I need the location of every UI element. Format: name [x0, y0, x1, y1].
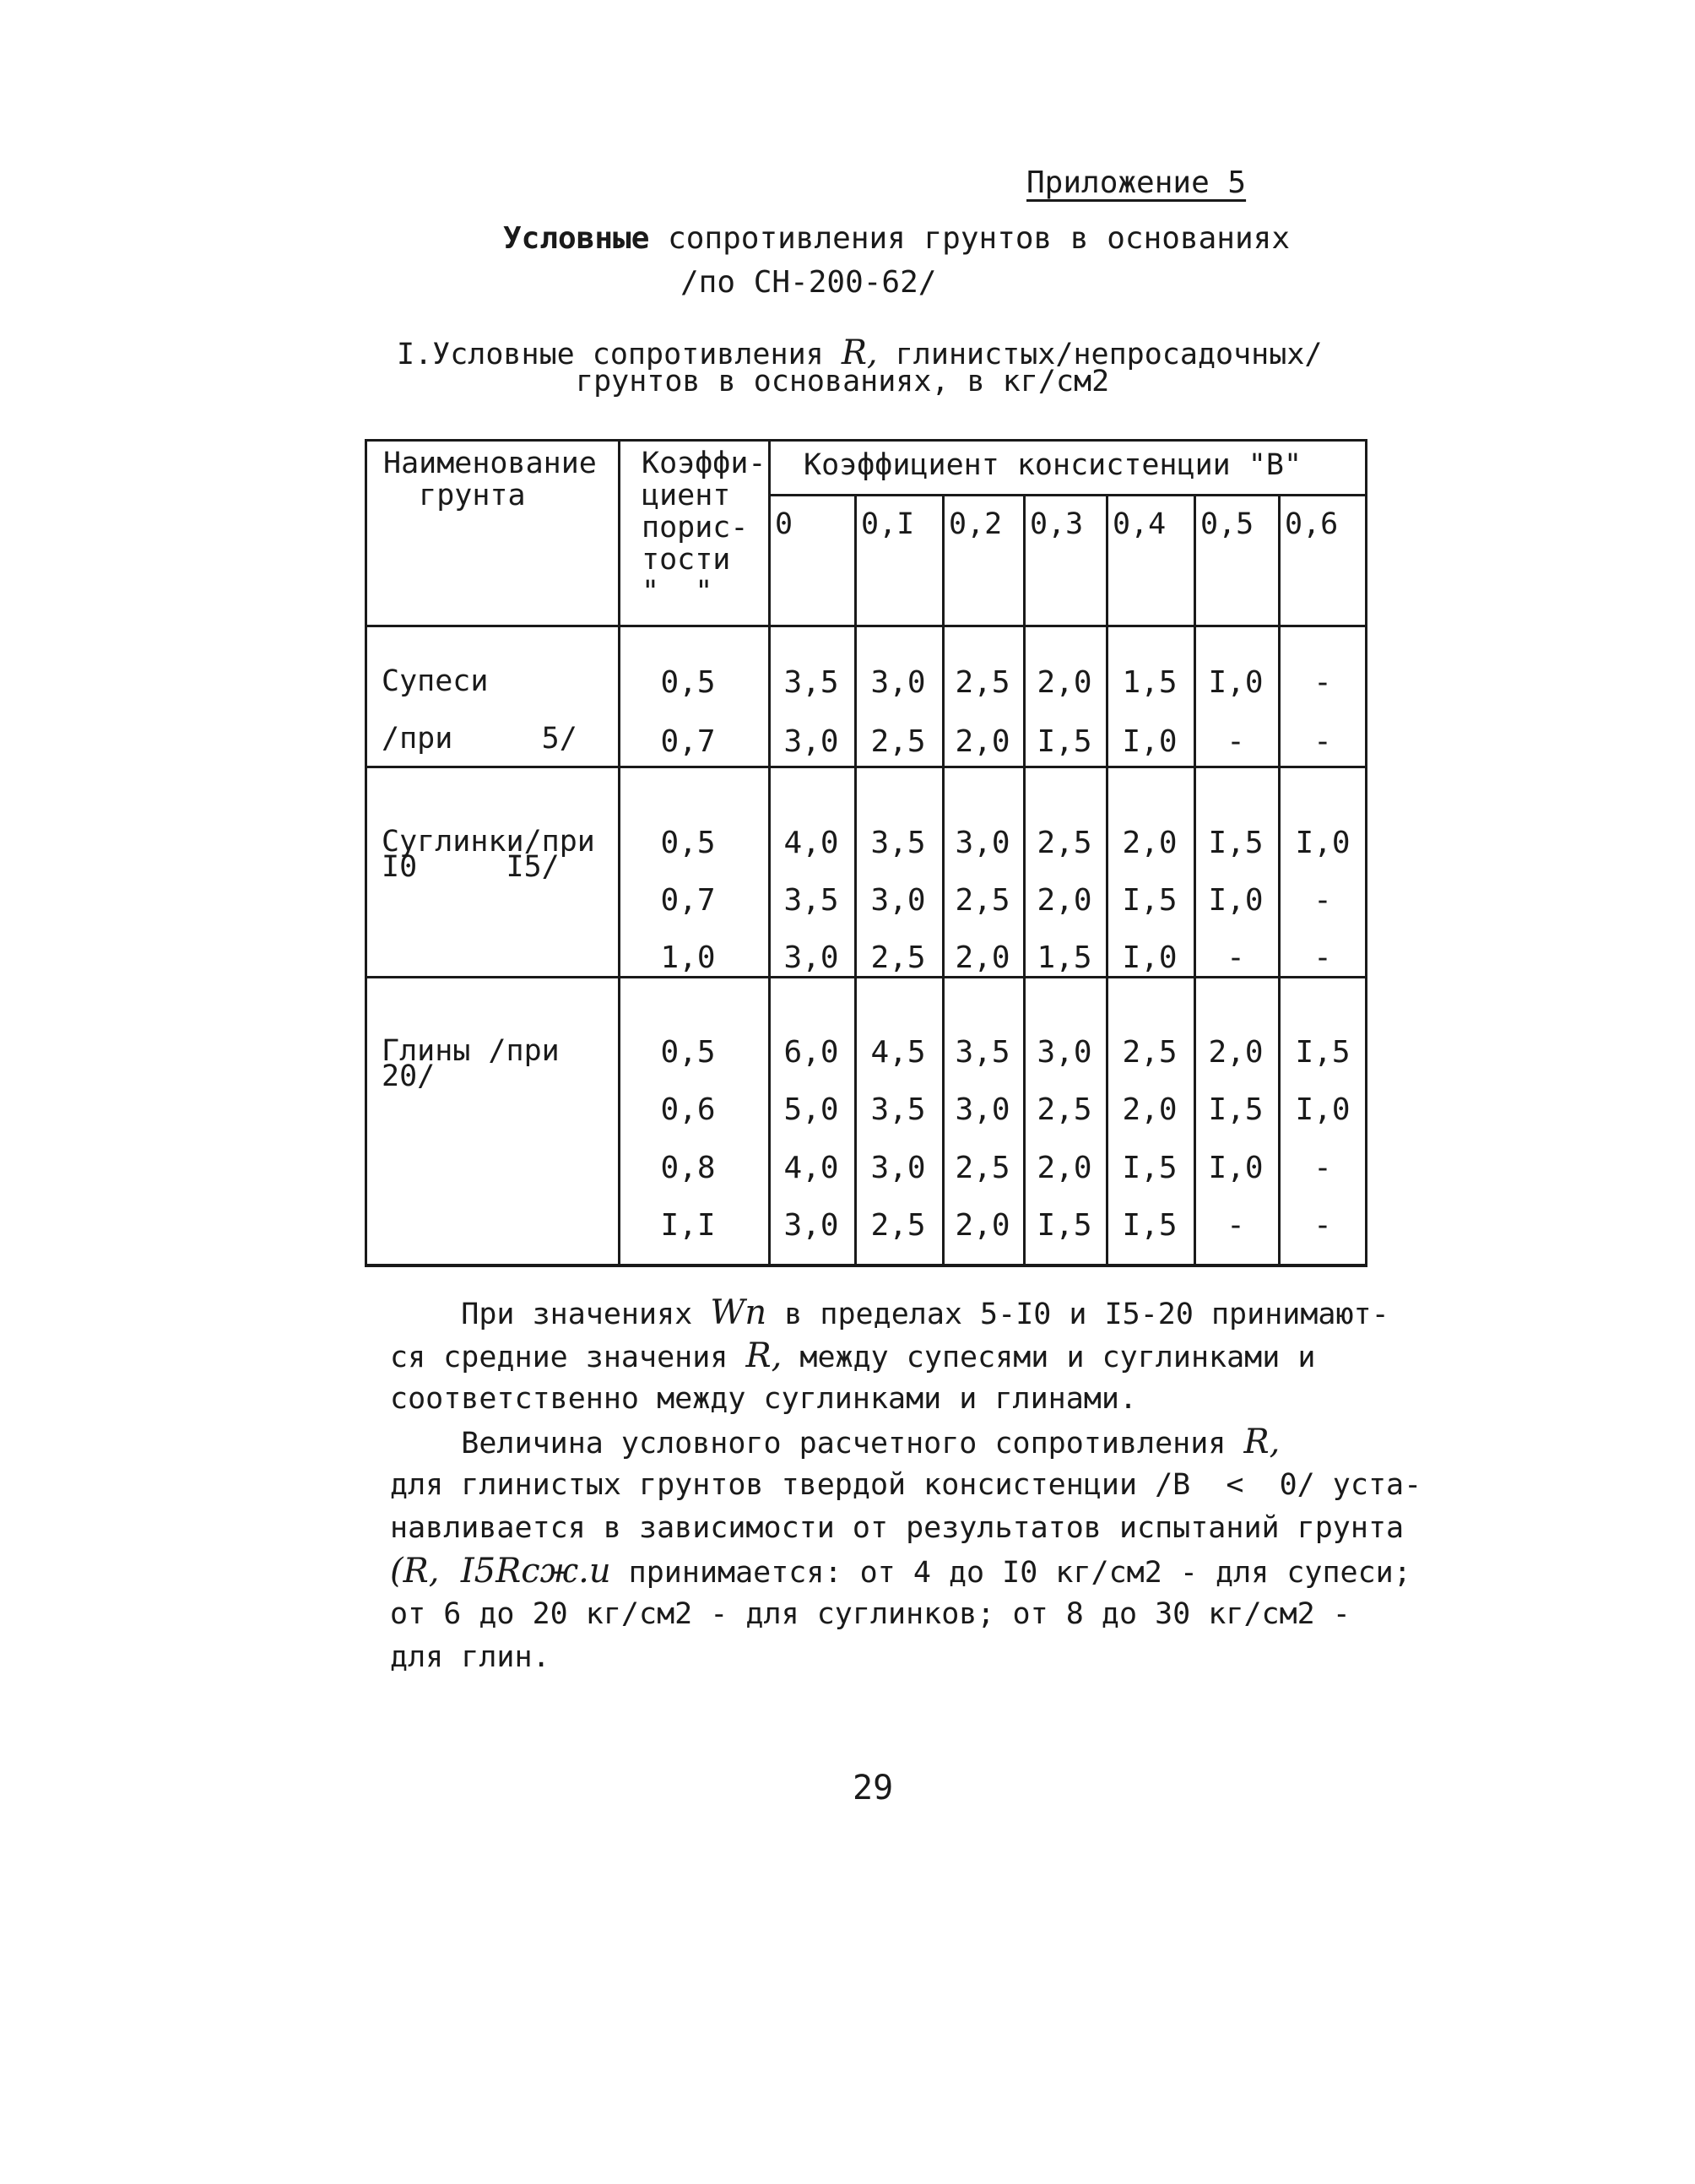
- document-title: [503, 221, 1290, 256]
- resistance-value: I,0: [1208, 665, 1264, 700]
- resistance-value: I,0: [1208, 883, 1264, 918]
- resistance-value: 4,0: [783, 1151, 839, 1185]
- resistance-value: 2,0: [955, 724, 1010, 759]
- resistance-value: 5,0: [783, 1092, 839, 1127]
- text-segment: ся средние значения: [390, 1341, 728, 1374]
- caption-symbol: R,: [841, 333, 878, 372]
- resistance-value: 6,0: [783, 1035, 839, 1070]
- resistance-value: I,5: [1122, 1151, 1178, 1185]
- text-segment: в пределах 5-I0 и I5-20 принимают-: [766, 1298, 1389, 1331]
- resistance-value: 3,0: [783, 940, 839, 975]
- resistance-value: 2,0: [955, 1208, 1010, 1243]
- resistance-table: [365, 439, 1367, 1266]
- resistance-value: 3,0: [783, 1208, 839, 1243]
- group-separator: [365, 976, 1367, 978]
- resistance-value: 2,0: [1122, 826, 1178, 860]
- resistance-value: 2,5: [870, 724, 926, 759]
- resistance-value: 3,5: [783, 883, 839, 918]
- resistance-value: 2,0: [1037, 1151, 1092, 1185]
- table-caption-line2: грунтов в основаниях, в кг/см2: [576, 365, 1110, 398]
- resistance-value: -: [1313, 1151, 1332, 1185]
- header-b-value: 0,2: [949, 507, 1003, 541]
- porosity-value: 0,7: [660, 724, 716, 759]
- header-b-value: 0,4: [1113, 507, 1167, 541]
- caption-post: глинистых/непросадочных/: [895, 338, 1323, 371]
- porosity-value: 0,8: [660, 1151, 716, 1185]
- resistance-value: 3,0: [870, 883, 926, 918]
- page-number: 29: [853, 1769, 894, 1807]
- resistance-value: 2,5: [870, 1208, 926, 1243]
- header-porosity-coefficient: Коэффи- циент порис- тости " ": [642, 447, 766, 609]
- resistance-value: I,5: [1122, 883, 1178, 918]
- resistance-value: -: [1227, 940, 1245, 975]
- porosity-value: 1,0: [660, 940, 716, 975]
- porosity-value: I,I: [660, 1208, 716, 1243]
- document-title-line2: /по СН-200-62/: [680, 265, 937, 300]
- resistance-value: 3,0: [783, 724, 839, 759]
- resistance-value: I,0: [1208, 1151, 1264, 1185]
- header-consistency-group: Коэффициент консистенции "В": [804, 448, 1302, 482]
- resistance-value: 2,5: [955, 665, 1010, 700]
- resistance-value: -: [1227, 1208, 1245, 1243]
- resistance-value: 2,5: [870, 940, 926, 975]
- resistance-value: I,5: [1037, 1208, 1092, 1243]
- resistance-value: 2,5: [1122, 1035, 1178, 1070]
- resistance-value: -: [1313, 1208, 1332, 1243]
- resistance-value: 2,5: [1037, 1092, 1092, 1127]
- resistance-value: 3,0: [1037, 1035, 1092, 1070]
- header-soil-name: Наименование грунта: [383, 447, 597, 512]
- resistance-value: I,5: [1208, 826, 1264, 860]
- table-left-border: [365, 439, 367, 1266]
- group-separator: [365, 766, 1367, 768]
- porosity-value: 0,5: [660, 826, 716, 860]
- resistance-value: -: [1313, 883, 1332, 918]
- soil-group-name: Супеси: [382, 664, 489, 698]
- text-segment: принимается: от 4 до I0 кг/см2 - для супеси;: [610, 1556, 1411, 1590]
- paragraph-1-line-1: [390, 1292, 1389, 1336]
- resistance-value: I,0: [1122, 724, 1178, 759]
- table-top-border: [365, 439, 1367, 442]
- resistance-value: I,5: [1037, 724, 1092, 759]
- resistance-value: 3,5: [870, 1092, 926, 1127]
- wn-symbol: Wn: [710, 1293, 767, 1332]
- resistance-value: I,0: [1295, 1092, 1351, 1127]
- r-symbol: R,: [745, 1336, 783, 1375]
- resistance-value: -: [1313, 665, 1332, 700]
- r-formula: (R, I5Rсж.u: [390, 1552, 611, 1591]
- resistance-value: 2,0: [1037, 883, 1092, 918]
- paragraph-2-line-5: от 6 до 20 кг/см2 - для суглинков; от 8 до 30 кг/см2 -: [390, 1597, 1351, 1631]
- paragraph-2-line-3: навливается в зависимости от результатов испытаний грунта: [390, 1511, 1405, 1545]
- resistance-value: 3,5: [783, 665, 839, 700]
- resistance-value: 4,5: [870, 1035, 926, 1070]
- resistance-value: I,5: [1295, 1035, 1351, 1070]
- resistance-value: 1,5: [1122, 665, 1178, 700]
- column-divider: [618, 439, 620, 1266]
- resistance-value: -: [1313, 724, 1332, 759]
- resistance-value: I,5: [1208, 1092, 1264, 1127]
- porosity-value: 0,5: [660, 665, 716, 700]
- resistance-value: -: [1313, 940, 1332, 975]
- text-segment: При значениях: [390, 1298, 693, 1331]
- title-bold-word: Условные: [503, 221, 650, 256]
- header-b-value: 0,6: [1285, 507, 1339, 541]
- paragraph-2-line-2: для глинистых грунтов твердой консистенции /В < 0/ уста-: [390, 1468, 1422, 1502]
- header-b-value: 0,3: [1030, 507, 1084, 541]
- resistance-value: 3,0: [955, 1092, 1010, 1127]
- resistance-value: 3,0: [955, 826, 1010, 860]
- resistance-value: 3,0: [870, 665, 926, 700]
- porosity-value: 0,5: [660, 1035, 716, 1070]
- paragraph-1-line-2: [390, 1335, 1315, 1379]
- paragraph-2-line-6: для глин.: [390, 1640, 550, 1674]
- appendix-label: Приложение 5: [1026, 165, 1247, 200]
- resistance-value: 3,5: [955, 1035, 1010, 1070]
- soil-group-condition: 20/: [382, 1059, 436, 1093]
- resistance-value: 2,0: [1122, 1092, 1178, 1127]
- soil-group-condition: I0 I5/: [382, 850, 560, 884]
- text-segment: между супесями и суглинками и: [782, 1341, 1316, 1374]
- soil-group-condition: /при 5/: [382, 722, 577, 756]
- resistance-value: 1,5: [1037, 940, 1092, 975]
- title-rest: сопротивления грунтов в основаниях: [668, 221, 1290, 256]
- soil-group-name: Глины /при: [382, 1034, 560, 1068]
- r-symbol: R,: [1243, 1423, 1281, 1461]
- header-b-value: 0: [775, 507, 793, 541]
- caption-pre: I.Условные сопротивления: [397, 338, 824, 371]
- resistance-value: I,0: [1122, 940, 1178, 975]
- resistance-value: 2,5: [1037, 826, 1092, 860]
- resistance-value: 2,0: [1037, 665, 1092, 700]
- paragraph-1-line-3: соответственно между суглинками и глинами.: [390, 1382, 1138, 1416]
- resistance-value: I,5: [1122, 1208, 1178, 1243]
- resistance-value: 2,0: [1208, 1035, 1264, 1070]
- header-bottom-rule: [365, 625, 1367, 627]
- paragraph-2-line-4: [390, 1550, 1411, 1595]
- table-bottom-border: [365, 1264, 1367, 1267]
- resistance-value: 3,0: [870, 1151, 926, 1185]
- soil-group-name: Суглинки/при: [382, 825, 595, 859]
- resistance-value: I,0: [1295, 826, 1351, 860]
- text-segment: Величина условного расчетного сопротивления: [390, 1427, 1244, 1461]
- porosity-value: 0,7: [660, 883, 716, 918]
- resistance-value: 2,5: [955, 1151, 1010, 1185]
- resistance-value: 2,5: [955, 883, 1010, 918]
- header-b-value: 0,I: [861, 507, 915, 541]
- porosity-value: 0,6: [660, 1092, 716, 1127]
- resistance-value: 4,0: [783, 826, 839, 860]
- header-b-value: 0,5: [1200, 507, 1254, 541]
- paragraph-2-line-1: [390, 1421, 1280, 1466]
- resistance-value: 2,0: [955, 940, 1010, 975]
- resistance-value: 3,5: [870, 826, 926, 860]
- resistance-value: -: [1227, 724, 1245, 759]
